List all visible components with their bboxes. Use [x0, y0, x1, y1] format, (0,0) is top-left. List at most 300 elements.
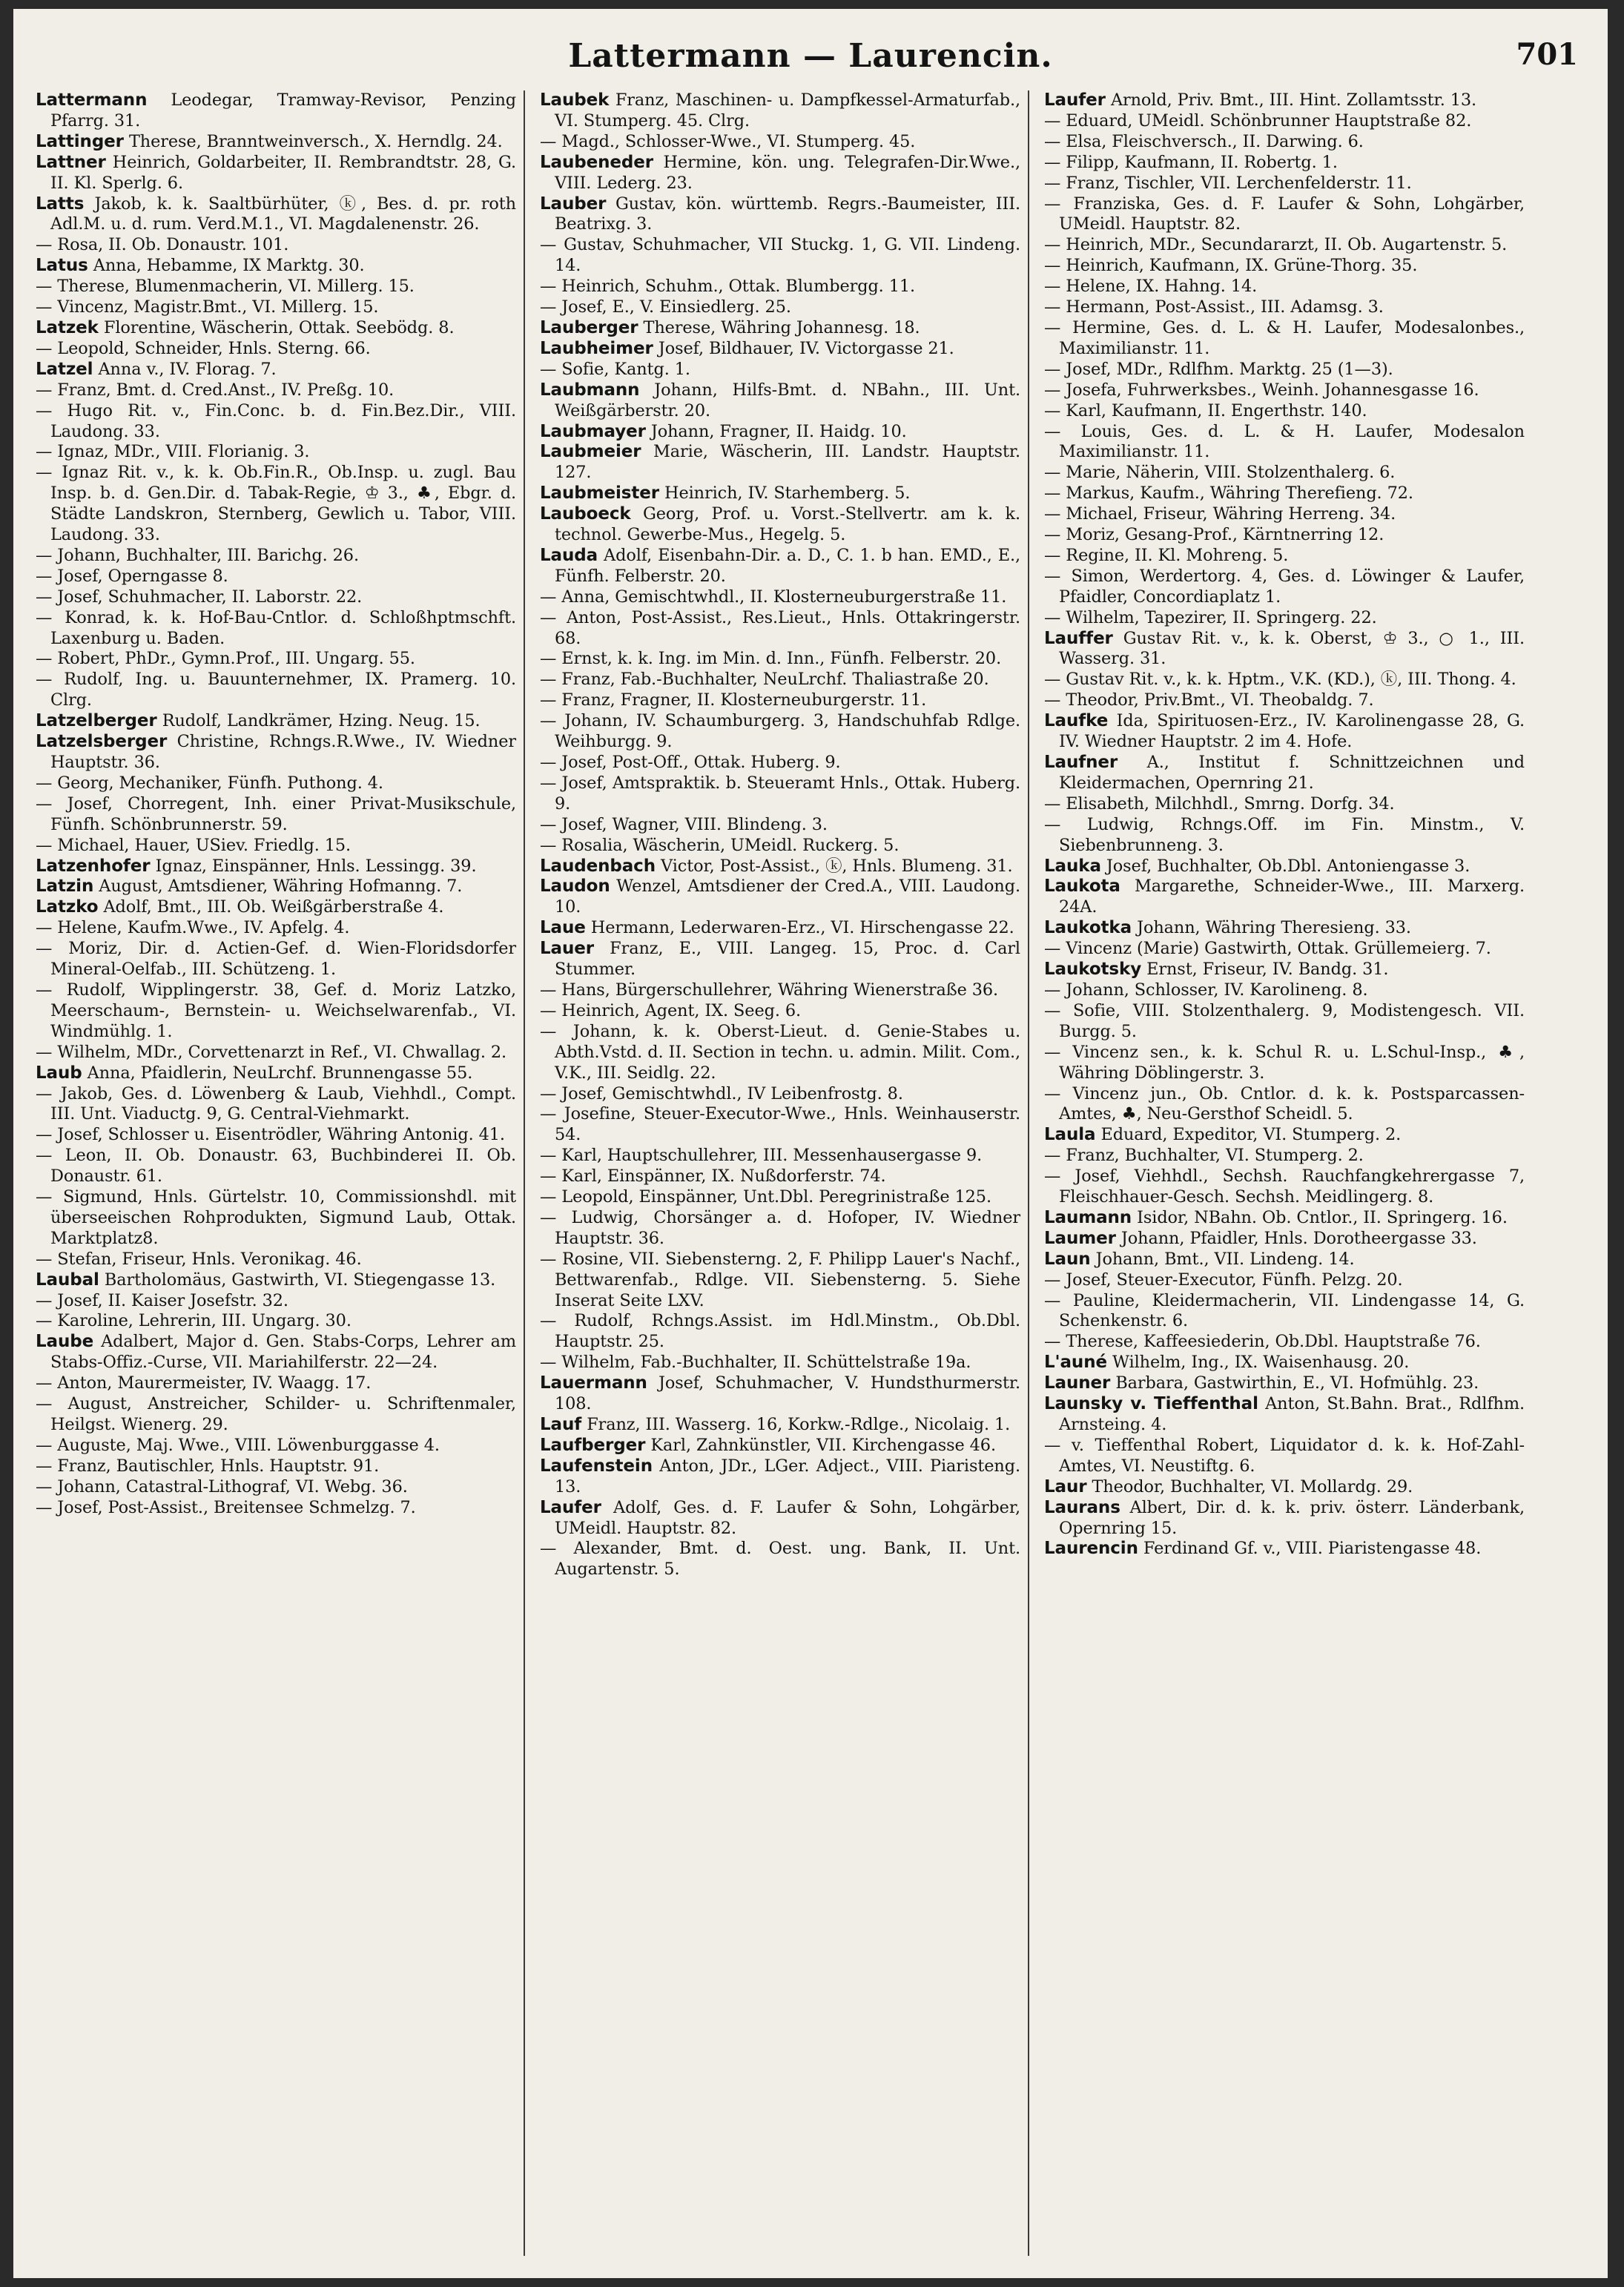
directory-entry	[1044, 877, 1525, 918]
entry-text: Therese, Währing Johannesg. 18.	[643, 317, 920, 337]
directory-entry	[1044, 174, 1525, 194]
entry-text: — Johann, Catastral-Lithograf, VI. Webg. 36.	[36, 1476, 408, 1496]
entry-text: — Regine, II. Kl. Mohreng. 5.	[1044, 545, 1289, 565]
entry-surname: Laubmeister	[540, 484, 659, 504]
entry-surname: Latzelberger	[36, 711, 157, 731]
entry-surname: Latus	[36, 256, 88, 276]
entry-surname: Laurencin	[1044, 1539, 1138, 1559]
directory-entry	[1044, 1436, 1525, 1477]
directory-entry	[540, 753, 1020, 773]
entry-text: — Sofie, VIII. Stolzenthalerg. 9, Modistengesch. VII. Burgg. 5.	[1044, 1000, 1525, 1041]
directory-entry	[540, 690, 1020, 711]
directory-entry	[540, 711, 1020, 753]
entry-text: — Georg, Mechaniker, Fünfh. Puthong. 4.	[36, 773, 383, 793]
directory-entry	[1044, 256, 1525, 277]
directory-entry	[1044, 132, 1525, 153]
directory-entry	[540, 1084, 1020, 1105]
directory-entry	[1044, 525, 1525, 546]
entry-text: — Josef, Schuhmacher, II. Laborstr. 22.	[36, 587, 363, 607]
entry-text: Anton, St.Bahn. Brat., Rdlfhm. Arnsteing. 4.	[1059, 1394, 1525, 1434]
entry-surname: Laubheimer	[540, 338, 653, 358]
directory-entry	[1044, 629, 1525, 670]
entry-surname: Laube	[36, 1332, 94, 1352]
directory-entry	[36, 1477, 516, 1498]
directory-entry	[36, 1456, 516, 1477]
directory-entry	[1044, 753, 1525, 794]
entry-text: — Josef, Wagner, VIII. Blindeng. 3.	[540, 814, 828, 834]
entry-text: — Ernst, k. k. Ing. im Min. d. Inn., Fünfh. Felberstr. 20.	[540, 649, 1002, 669]
entry-surname: Laubmeier	[540, 442, 641, 462]
entry-text: Hermine, kön. ung. Telegrafen-Dir.Wwe., VIII. Lederg. 23.	[555, 152, 1020, 193]
directory-entry	[1044, 1498, 1525, 1539]
entry-text: — Hermann, Post-Assist., III. Adamsg. 3.	[1044, 297, 1384, 317]
entry-text: — Marie, Näherin, VIII. Stolzenthalerg. 6.	[1044, 463, 1396, 483]
entry-surname: Laufke	[1044, 711, 1109, 731]
directory-entry	[1044, 401, 1525, 422]
entry-text: — Wilhelm, Tapezirer, II. Springerg. 22.	[1044, 607, 1377, 627]
directory-entry	[540, 1456, 1020, 1498]
entry-text: August, Amtsdiener, Währing Hofmanng. 7.	[99, 877, 463, 897]
entry-surname: Laumer	[1044, 1228, 1116, 1248]
entry-text: Adolf, Eisenbahn-Dir. a. D., C. 1. b han. EMD., E., Fünfh. Felberstr. 20.	[555, 545, 1020, 586]
directory-entry	[540, 422, 1020, 443]
entry-text: — Josef, Gemischtwhdl., IV Leibenfrostg. 8.	[540, 1083, 903, 1103]
entry-surname: Lattner	[36, 152, 106, 172]
entry-text: Adolf, Bmt., III. Ob. Weißgärberstraße 4.	[103, 897, 444, 917]
directory-entry	[540, 670, 1020, 690]
entry-text: — Michael, Hauer, USiev. Friedlg. 15.	[36, 835, 351, 855]
directory-entry	[540, 235, 1020, 277]
entry-surname: Laudon	[540, 877, 610, 897]
directory-entry	[36, 463, 516, 546]
entry-text: — Wilhelm, Fab.-Buchhalter, II. Schüttelstraße 19a.	[540, 1353, 971, 1373]
entry-text: Florentine, Wäscherin, Ottak. Seebödg. 8.	[103, 317, 455, 337]
entry-text: — Josef, MDr., Rdlfhm. Marktg. 25 (1—3).	[1044, 359, 1393, 379]
entry-text: Ignaz, Einspänner, Hnls. Lessingg. 39.	[155, 856, 477, 876]
directory-entry	[36, 1187, 516, 1250]
column-divider	[524, 90, 525, 2256]
directory-entry	[540, 918, 1020, 939]
entry-text: — Leopold, Einspänner, Unt.Dbl. Peregrinistraße 125.	[540, 1187, 991, 1207]
directory-entry	[36, 1394, 516, 1436]
entry-text: — Theodor, Priv.Bmt., VI. Theobaldg. 7.	[1044, 690, 1374, 710]
directory-entry	[36, 1125, 516, 1146]
entry-text: — Anna, Gemischtwhdl., II. Klosterneuburgerstraße 11.	[540, 587, 1007, 607]
directory-entry	[1044, 1229, 1525, 1250]
entry-text: — Filipp, Kaufmann, II. Robertg. 1.	[1044, 152, 1338, 172]
directory-entry	[36, 1332, 516, 1373]
entry-surname: Laudenbach	[540, 856, 656, 876]
entry-surname: Laubal	[36, 1270, 99, 1290]
entry-text: — Stefan, Friseur, Hnls. Veronikag. 46.	[36, 1249, 362, 1269]
entry-text: — Josef, Steuer-Executor, Fünfh. Pelzg. 20.	[1044, 1270, 1403, 1290]
directory-entry	[36, 857, 516, 877]
entry-text: Eduard, Expeditor, VI. Stumperg. 2.	[1100, 1125, 1402, 1145]
directory-entry	[1044, 918, 1525, 939]
directory-entry	[36, 1373, 516, 1394]
directory-entry	[36, 670, 516, 711]
directory-entry	[1044, 422, 1525, 463]
directory-entry	[1044, 1125, 1525, 1146]
entry-text: — Hermine, Ges. d. L. & H. Laufer, Modesalonbes., Maximilianstr. 11.	[1044, 317, 1525, 358]
entry-text: — Simon, Werdertorg. 4, Ges. d. Löwinger & Laufer, Pfaidler, Concordiaplatz 1.	[1044, 566, 1525, 607]
column-1	[36, 90, 516, 1519]
entry-text: Isidor, NBahn. Ob. Cntlor., II. Springerg. 16.	[1137, 1207, 1508, 1227]
directory-entry	[540, 339, 1020, 360]
directory-entry	[1044, 794, 1525, 815]
entry-text: Franz, Maschinen- u. Dampfkessel-Armaturfab., VI. Stumperg. 45. Clrg.	[555, 90, 1020, 131]
entry-surname: Laula	[1044, 1125, 1096, 1145]
entry-text: — Josef, Operngasse 8.	[36, 566, 228, 586]
entry-text: Johann, Fragner, II. Haidg. 10.	[650, 421, 907, 441]
entry-text: — Sofie, Kantg. 1.	[540, 359, 690, 379]
page-header	[13, 37, 1608, 89]
directory-entry	[540, 504, 1020, 546]
directory-entry	[540, 90, 1020, 132]
page-number: 701	[1516, 37, 1578, 72]
entry-text: — Gustav Rit. v., k. k. Hptm., V.K. (KD.), ⓚ, III. Thong. 4.	[1044, 670, 1516, 690]
directory-entry	[36, 1084, 516, 1126]
entry-text: — Rudolf, Ing. u. Bauunternehmer, IX. Pramerg. 10. Clrg.	[36, 670, 516, 710]
entry-text: Heinrich, Goldarbeiter, II. Rembrandtstr. 28, G. II. Kl. Sperlg. 6.	[50, 152, 516, 193]
entry-text: — Josefa, Fuhrwerksbes., Weinh. Johannesgasse 16.	[1044, 380, 1479, 400]
entry-text: Adolf, Ges. d. F. Laufer & Sohn, Lohgärber, UMeidl. Hauptstr. 82.	[555, 1497, 1020, 1538]
entry-text: — Gustav, Schuhmacher, VII Stuckg. 1, G. VII. Lindeng. 14.	[540, 235, 1020, 276]
entry-text: — Jakob, Ges. d. Löwenberg & Laub, Viehhdl., Compt. III. Unt. Viaductg. 9, G. Central-Viehmarkt.	[36, 1083, 516, 1124]
entry-text: — Leopold, Schneider, Hnls. Sterng. 66.	[36, 338, 371, 358]
entry-surname: Lauberger	[540, 317, 638, 337]
entry-text: — Franz, Tischler, VII. Lerchenfelderstr. 11.	[1044, 173, 1412, 193]
directory-entry	[36, 1436, 516, 1456]
directory-entry	[540, 1187, 1020, 1208]
directory-entry	[1044, 960, 1525, 980]
entry-text: — Josefine, Steuer-Executor-Wwe., Hnls. Weinhauserstr. 54.	[540, 1104, 1020, 1145]
entry-surname: Laubmann	[540, 380, 640, 400]
directory-entry	[1044, 1477, 1525, 1498]
entry-text: — Markus, Kaufm., Währing Therefieng. 72.	[1044, 484, 1413, 504]
directory-entry	[1044, 1373, 1525, 1394]
entry-text: — Eduard, UMeidl. Schönbrunner Hauptstraße 82.	[1044, 110, 1472, 131]
directory-entry	[1044, 484, 1525, 504]
entry-text: Bartholomäus, Gastwirth, VI. Stiegengasse 13.	[104, 1270, 496, 1290]
entry-text: — Louis, Ges. d. L. & H. Laufer, Modesalon Maximilianstr. 11.	[1044, 421, 1525, 462]
entry-text: — Robert, PhDr., Gymn.Prof., III. Ungarg. 55.	[36, 649, 415, 669]
entry-surname: Lauber	[540, 194, 607, 214]
entry-surname: Laufer	[1044, 90, 1106, 110]
entry-surname: Latzelsberger	[36, 732, 168, 752]
directory-entry	[540, 836, 1020, 857]
entry-surname: Lauka	[1044, 856, 1101, 876]
entry-text: — Vincenz (Marie) Gastwirth, Ottak. Grüllemeierg. 7.	[1044, 939, 1491, 959]
directory-entry	[1044, 1001, 1525, 1043]
entry-surname: Laufberger	[540, 1435, 646, 1455]
directory-entry	[36, 90, 516, 132]
directory-entry	[1044, 297, 1525, 318]
directory-entry	[1044, 1043, 1525, 1084]
directory-entry	[540, 1146, 1020, 1166]
directory-entry	[36, 318, 516, 339]
directory-entry	[540, 1250, 1020, 1312]
entry-text: — Vincenz jun., Ob. Cntlor. d. k. k. Postsparcassen-Amtes, ♣, Neu-Gersthof Scheidl. 5.	[1044, 1083, 1525, 1124]
entry-text: — Heinrich, Agent, IX. Seeg. 6.	[540, 1000, 802, 1020]
entry-surname: Laur	[1044, 1476, 1087, 1496]
entry-text: Anton, JDr., LGer. Adject., VIII. Piaristeng. 13.	[555, 1456, 1020, 1496]
directory-entry	[540, 857, 1020, 877]
entry-surname: Lauboeck	[540, 504, 631, 524]
directory-entry	[540, 318, 1020, 339]
entry-text: — Rudolf, Rchngs.Assist. im Hdl.Minstm., Ob.Dbl. Hauptstr. 25.	[540, 1311, 1020, 1352]
directory-entry	[36, 773, 516, 794]
directory-entry	[540, 1498, 1020, 1539]
entry-surname: L'auné	[1044, 1353, 1107, 1373]
running-title: Lattermann — Laurencin.	[568, 37, 1053, 75]
entry-text: Ferdinand Gf. v., VIII. Piaristengasse 48.	[1143, 1539, 1482, 1559]
entry-text: — Wilhelm, MDr., Corvettenarzt in Ref., VI. Chwallag. 2.	[36, 1042, 507, 1062]
directory-entry	[36, 339, 516, 360]
directory-entry	[1044, 277, 1525, 297]
directory-entry	[540, 649, 1020, 670]
directory-entry	[1044, 1353, 1525, 1373]
directory-entry	[540, 1353, 1020, 1373]
entry-surname: Latzko	[36, 897, 99, 917]
entry-surname: Laufenstein	[540, 1456, 653, 1476]
entry-text: — Therese, Blumenmacherin, VI. Millerg. 15.	[36, 277, 415, 297]
entry-text: Therese, Branntweinversch., X. Herndlg. 24.	[128, 131, 503, 151]
directory-entry	[1044, 546, 1525, 567]
entry-text: Jakob, k. k. Saaltbürhüter, ⓚ, Bes. d. pr. roth Adl.M. u. d. rum. Verd.M.1., VI. Magdalenenstr. 26.	[50, 194, 516, 234]
entry-text: Christine, Rchngs.R.Wwe., IV. Wiedner Hauptstr. 36.	[50, 732, 516, 772]
entry-text: — Johann, Buchhalter, III. Barichg. 26.	[36, 545, 359, 565]
directory-entry	[1044, 567, 1525, 608]
entry-text: Gustav, kön. württemb. Regrs.-Baumeister, III. Beatrixg. 3.	[555, 194, 1020, 234]
entry-surname: Laurans	[1044, 1497, 1120, 1517]
entry-text: Wenzel, Amtsdiener der Cred.A., VIII. Laudong. 10.	[555, 877, 1020, 917]
entry-surname: Lauda	[540, 545, 598, 565]
directory-entry	[36, 256, 516, 277]
entry-surname: Laue	[540, 918, 586, 938]
entry-text: — Hans, Bürgerschullehrer, Währing Wienerstraße 36.	[540, 980, 999, 1000]
directory-entry	[36, 918, 516, 939]
entry-surname: Lauermann	[540, 1373, 647, 1393]
directory-entry	[1044, 318, 1525, 360]
directory-entry	[1044, 111, 1525, 132]
entry-text: — Elisabeth, Milchhdl., Smrng. Dorfg. 34.	[1044, 793, 1395, 814]
directory-entry	[36, 1291, 516, 1312]
entry-surname: Laubeneder	[540, 152, 653, 172]
directory-entry	[1044, 608, 1525, 629]
entry-text: — Ludwig, Rchngs.Off. im Fin. Minstm., V. Siebenbrunneng. 3.	[1044, 814, 1525, 855]
directory-entry	[36, 587, 516, 608]
directory-entry	[540, 153, 1020, 194]
entry-text: — Franziska, Ges. d. F. Laufer & Sohn, Lohgärber, UMeidl. Hauptstr. 82.	[1044, 194, 1525, 234]
directory-entry	[1044, 690, 1525, 711]
directory-entry	[1044, 939, 1525, 960]
entry-text: Arnold, Priv. Bmt., III. Hint. Zollamtsstr. 13.	[1110, 90, 1477, 110]
directory-entry	[1044, 815, 1525, 857]
directory-entry	[540, 297, 1020, 318]
directory-entry	[540, 380, 1020, 422]
directory-page	[13, 9, 1608, 2278]
entry-text: Albert, Dir. d. k. k. priv. österr. Länderbank, Opernring 15.	[1059, 1497, 1525, 1538]
directory-entry	[36, 235, 516, 256]
entry-surname: Latzin	[36, 877, 94, 897]
entry-text: Marie, Wäscherin, III. Landstr. Hauptstr. 127.	[555, 442, 1020, 483]
directory-entry	[36, 297, 516, 318]
directory-entry	[1044, 980, 1525, 1001]
directory-entry	[1044, 194, 1525, 236]
entry-text: — Helene, IX. Hahng. 14.	[1044, 277, 1258, 297]
directory-entry	[36, 132, 516, 153]
directory-entry	[1044, 711, 1525, 753]
directory-entry	[1044, 90, 1525, 111]
directory-entry	[36, 1146, 516, 1187]
entry-text: Josef, Buchhalter, Ob.Dbl. Antoniengasse 3.	[1106, 856, 1470, 876]
entry-text: — Franz, Fragner, II. Klosterneuburgerstr. 11.	[540, 690, 927, 710]
entry-surname: Lattinger	[36, 131, 124, 151]
entry-text: — Karl, Hauptschullehrer, III. Messenhausergasse 9.	[540, 1146, 983, 1166]
entry-text: — Heinrich, Kaufmann, IX. Grüne-Thorg. 35.	[1044, 256, 1418, 276]
entry-text: — Rudolf, Wipplingerstr. 38, Gef. d. Moriz Latzko, Meerschaum-, Bernstein- u. Weichselwarenfab., VI. Windmühlg. 1.	[36, 980, 516, 1041]
entry-text: — Michael, Friseur, Währing Herreng. 34.	[1044, 504, 1396, 524]
directory-entry	[1044, 235, 1525, 256]
entry-surname: Lattermann	[36, 90, 148, 110]
directory-entry	[540, 980, 1020, 1001]
entry-text: — Josef, Post-Off., Ottak. Huberg. 9.	[540, 753, 841, 772]
directory-entry	[36, 980, 516, 1043]
entry-surname: Latts	[36, 194, 85, 214]
entry-text: — Ignaz Rit. v., k. k. Ob.Fin.R., Ob.Insp. u. zugl. Bau Insp. b. d. Gen.Dir. d. Tabak-Regie, ♔ 3., ♣, Ebgr. d. Städte Landskron, Sternberg, Gewlich u. Tabor, VIII. Laudong. 33.	[36, 463, 516, 545]
entry-text: — Elsa, Fleischversch., II. Darwing. 6.	[1044, 131, 1364, 151]
directory-entry	[540, 277, 1020, 297]
entry-text: — Ignaz, MDr., VIII. Florianig. 3.	[36, 442, 310, 462]
entry-text: Ernst, Friseur, IV. Bandg. 31.	[1146, 960, 1389, 980]
entry-text: Josef, Bildhauer, IV. Victorgasse 21.	[658, 338, 954, 358]
entry-text: Karl, Zahnkünstler, VII. Kirchengasse 46.	[650, 1435, 996, 1455]
directory-entry	[540, 1022, 1020, 1084]
entry-text: — Karl, Kaufmann, II. Engerthstr. 140.	[1044, 400, 1367, 420]
directory-entry	[540, 587, 1020, 608]
directory-entry	[36, 794, 516, 836]
directory-entry	[36, 877, 516, 897]
directory-entry	[540, 1539, 1020, 1580]
entry-text: — Anton, Post-Assist., Res.Lieut., Hnls. Ottakringerstr. 68.	[540, 607, 1020, 648]
entry-surname: Laubmayer	[540, 421, 646, 441]
entry-surname: Laumann	[1044, 1207, 1132, 1227]
entry-text: Georg, Prof. u. Vorst.-Stellvertr. am k. k. technol. Gewerbe-Mus., Hegelg. 5.	[555, 504, 1020, 545]
entry-text: Leodegar, Tramway-Revisor, Penzing Pfarrg. 31.	[50, 90, 516, 131]
entry-text: — Auguste, Maj. Wwe., VIII. Löwenburggasse 4.	[36, 1435, 440, 1455]
column-divider	[1028, 90, 1029, 2256]
directory-entry	[540, 1436, 1020, 1456]
directory-entry	[540, 1208, 1020, 1250]
entry-text: — Moriz, Gesang-Prof., Kärntnerring 12.	[1044, 525, 1384, 545]
entry-text: Ida, Spirituosen-Erz., IV. Karolinengasse 28, G. IV. Wiedner Hauptstr. 2 im 4. Hofe.	[1059, 711, 1525, 752]
entry-text: — Josef, Amtspraktik. b. Steueramt Hnls., Ottak. Huberg. 9.	[540, 773, 1020, 814]
entry-text: Johann, Pfaidler, Hnls. Dorotheergasse 33.	[1120, 1228, 1477, 1248]
entry-text: — Heinrich, Schuhm., Ottak. Blumbergg. 11.	[540, 277, 916, 297]
directory-entry	[1044, 1539, 1525, 1560]
directory-entry	[540, 608, 1020, 650]
entry-text: — Franz, Fab.-Buchhalter, NeuLrchf. Thaliastraße 20.	[540, 670, 989, 690]
directory-entry	[36, 546, 516, 567]
directory-entry	[36, 153, 516, 194]
directory-entry	[36, 194, 516, 236]
directory-entry	[1044, 463, 1525, 484]
directory-entry	[540, 132, 1020, 153]
directory-entry	[540, 442, 1020, 484]
directory-entry	[540, 877, 1020, 918]
directory-entry	[36, 442, 516, 463]
directory-entry	[36, 401, 516, 443]
directory-entry	[1044, 1084, 1525, 1126]
directory-entry	[540, 1415, 1020, 1436]
directory-entry	[1044, 1394, 1525, 1436]
entry-text: — Rosine, VII. Siebensterng. 2, F. Philipp Lauer's Nachf., Bettwarenfab., Rdlge. VII. Siebensterng. 5. Siehe Inserat Seite LXV.	[540, 1249, 1020, 1310]
directory-entry	[540, 1373, 1020, 1415]
entry-text: Hermann, Lederwaren-Erz., VI. Hirschengasse 22.	[590, 918, 1014, 938]
directory-entry	[1044, 1208, 1525, 1229]
entry-text: Victor, Post-Assist., ⓚ, Hnls. Blumeng. 31.	[661, 856, 1013, 876]
entry-text: — August, Anstreicher, Schilder- u. Schriftenmaler, Heilgst. Wienerg. 29.	[36, 1394, 516, 1434]
entry-surname: Latzenhofer	[36, 856, 151, 876]
entry-text: — Helene, Kaufm.Wwe., IV. Apfelg. 4.	[36, 918, 350, 938]
entry-text: — v. Tieffenthal Robert, Liquidator d. k. k. Hof-Zahl-Amtes, VI. Neustiftg. 6.	[1044, 1435, 1525, 1476]
entry-text: Barbara, Gastwirthin, E., VI. Hofmühlg. 23.	[1115, 1373, 1479, 1393]
directory-entry	[36, 836, 516, 857]
directory-entry	[540, 1001, 1020, 1022]
entry-surname: Laukotka	[1044, 918, 1132, 938]
entry-text: — Karoline, Lehrerin, III. Ungarg. 30.	[36, 1311, 351, 1331]
directory-entry	[36, 277, 516, 297]
entry-text: — Alexander, Bmt. d. Oest. ung. Bank, II. Unt. Augartenstr. 5.	[540, 1539, 1020, 1580]
entry-text: — Rosa, II. Ob. Donaustr. 101.	[36, 235, 289, 255]
entry-text: Heinrich, IV. Starhemberg. 5.	[664, 484, 911, 504]
entry-text: Franz, III. Wasserg. 16, Korkw.-Rdlge., Nicolaig. 1.	[587, 1415, 1011, 1434]
entry-surname: Laubek	[540, 90, 610, 110]
entry-surname: Laub	[36, 1063, 82, 1083]
entry-text: — Franz, Buchhalter, VI. Stumperg. 2.	[1044, 1146, 1364, 1166]
directory-entry	[1044, 857, 1525, 877]
directory-entry	[36, 939, 516, 980]
entry-text: — Josef, Schlosser u. Eisentrödler, Währing Antonig. 41.	[36, 1125, 505, 1145]
entry-surname: Lauf	[540, 1415, 582, 1434]
directory-entry	[540, 484, 1020, 504]
entry-text: Johann, Hilfs-Bmt. d. NBahn., III. Unt. Weißgärberstr. 20.	[555, 380, 1020, 420]
directory-entry	[540, 194, 1020, 236]
directory-entry	[36, 608, 516, 650]
directory-entry	[540, 1166, 1020, 1187]
column-2	[540, 90, 1020, 1580]
entry-text: — Karl, Einspänner, IX. Nußdorferstr. 74.	[540, 1166, 886, 1187]
entry-text: Margarethe, Schneider-Wwe., III. Marxerg. 24A.	[1059, 877, 1525, 917]
entry-text: Anna, Pfaidlerin, NeuLrchf. Brunnengasse 55.	[87, 1063, 473, 1083]
directory-entry	[36, 567, 516, 587]
directory-entry	[36, 649, 516, 670]
entry-text: — Franz, Bautischler, Hnls. Hauptstr. 91.	[36, 1456, 380, 1476]
entry-text: — Josef, II. Kaiser Josefstr. 32.	[36, 1290, 288, 1310]
column-3	[1044, 90, 1525, 1560]
directory-entry	[1044, 360, 1525, 380]
directory-entry	[540, 939, 1020, 980]
entry-surname: Lauer	[540, 939, 594, 959]
entry-surname: Latzel	[36, 359, 93, 379]
entry-text: — Sigmund, Hnls. Gürtelstr. 10, Commissionshdl. mit überseeischen Rohprodukten, Sigmund Laub, Ottak. Marktplatz8.	[36, 1187, 516, 1248]
entry-text: — Josef, Chorregent, Inh. einer Privat-Musikschule, Fünfh. Schönbrunnerstr. 59.	[36, 793, 516, 834]
entry-text: — Josef, Post-Assist., Breitensee Schmelzg. 7.	[36, 1497, 416, 1517]
entry-text: Anna v., IV. Florag. 7.	[98, 359, 277, 379]
directory-entry	[36, 1498, 516, 1519]
entry-text: Johann, Währing Theresieng. 33.	[1137, 918, 1411, 938]
